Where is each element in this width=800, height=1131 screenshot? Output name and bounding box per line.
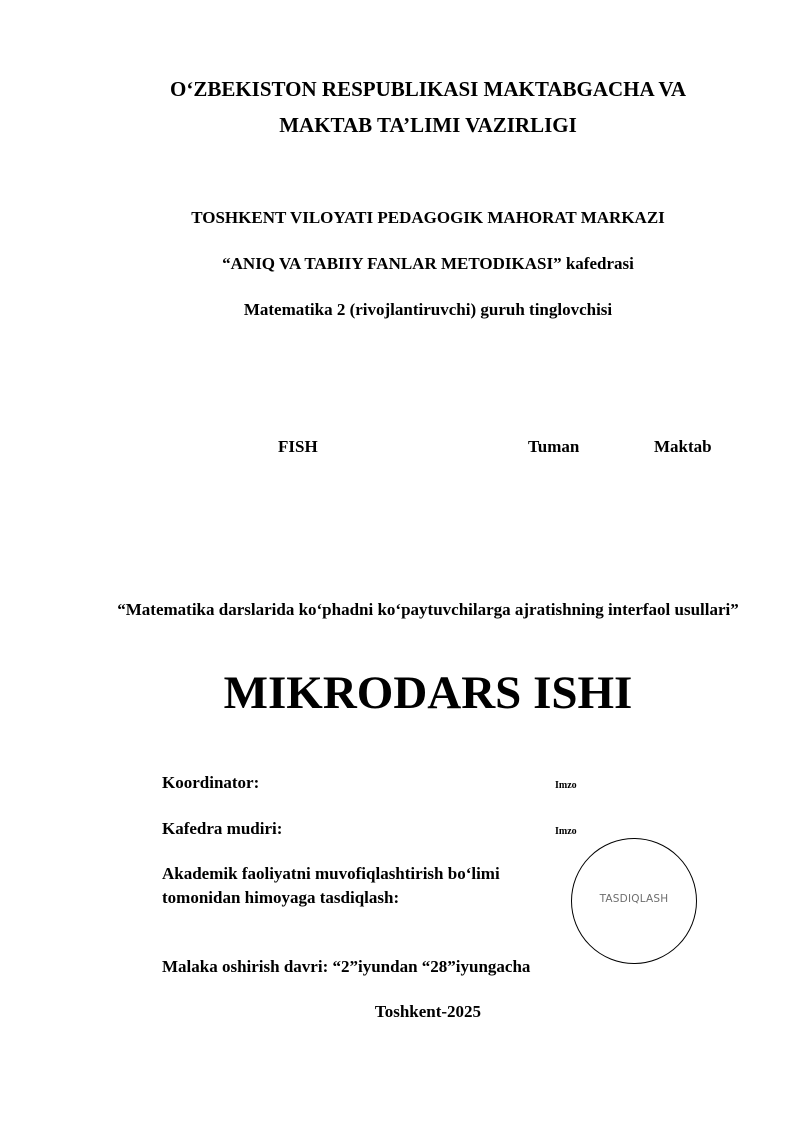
group-name: Matematika 2 (rivojlantiruvchi) guruh tinglovchisi — [243, 300, 613, 319]
place-year: Toshkent-2025 — [374, 1002, 482, 1021]
approval-label-line1: Akademik faoliyatni muvofiqlashtirish bo‘limi — [162, 864, 500, 883]
work-topic: “Matematika darslarida ko‘phadni ko‘paytuvchilarga ajratishning interfaol usullari” — [117, 600, 739, 619]
ministry-title-line1: O‘ZBEKISTON RESPUBLIKASI MAKTABGACHA VA — [170, 77, 686, 101]
koordinator-label: Koordinator: — [162, 773, 260, 792]
kafedra-mudiri-signature-label: Imzo — [555, 826, 577, 837]
approval-stamp-circle — [571, 838, 697, 964]
koordinator-signature-label: Imzo — [555, 780, 577, 791]
department-name: “ANIQ VA TABIIY FANLAR METODIKASI” kafedrasi — [222, 254, 634, 273]
ministry-title-line2: MAKTAB TA’LIMI VAZIRLIGI — [279, 113, 577, 137]
stamp-label: TASDIQLASH — [599, 893, 669, 905]
training-period: Malaka oshirish davri: “2”iyundan “28”iyungacha — [162, 957, 531, 976]
document-title: MIKRODARS ISHI — [223, 667, 633, 719]
kafedra-mudiri-label: Kafedra mudiri: — [162, 819, 283, 838]
approval-label-line2: tomonidan himoyaga tasdiqlash: — [162, 888, 400, 907]
institution-name: TOSHKENT VILOYATI PEDAGOGIK MAHORAT MARKAZI — [191, 208, 665, 227]
tuman-label: Tuman — [528, 437, 580, 456]
fish-label: FISH — [278, 437, 318, 456]
maktab-label: Maktab — [654, 437, 712, 456]
